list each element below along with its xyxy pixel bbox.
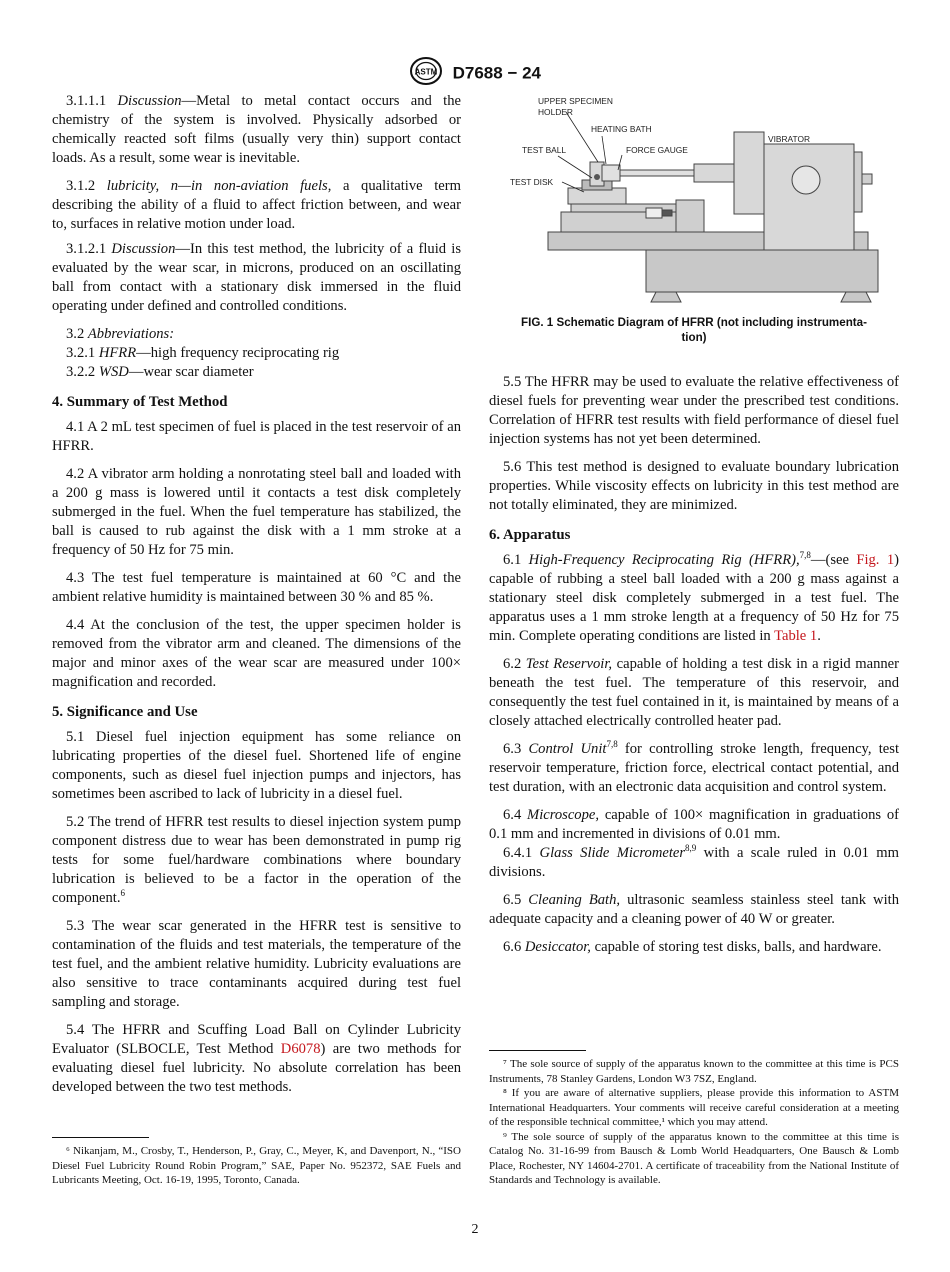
link-d6078[interactable]: D6078 (280, 1041, 321, 1057)
page-number: 2 (471, 1222, 479, 1237)
para-6-4-1: 6.4.1 Glass Slide Micrometer$^{8,9}$ with a scale ruled in 0.01 mm divisions. (489, 843, 899, 880)
label-force-gauge: FORCE GAUGE (626, 145, 688, 155)
footnote-6: ⁶ Nikanjam, M., Crosby, T., Henderson, P., Gray, C., Meyer, K, and Davenport, N., “ISO Diesel Fuel Lubricity Round Robin Program,” SAE, Paper No. 952372, SAE Fuels and Lubricants Meeting, Oct. 16-19, 1995, Toronto, Canada. (52, 1145, 461, 1186)
footnote-8: ⁸ If you are aware of alternative suppliers, please provide this information to ASTM International Headquarters. Your comments will receive careful consideration at a meeting of the responsible technical committee,¹ which you may attend. (489, 1087, 899, 1128)
figure-1-caption: FIG. 1 Schematic Diagram of HFRR (not including instrumenta- tion) (521, 316, 867, 344)
para-3-1-1-1: 3.1.1.1 Discussion—Metal to metal contact occurs and the chemistry of the system is involved. Physically adsorbed or chemically reacted soft films (usually very thin) support contact loads. As a result, some wear is inevitable. (52, 93, 462, 166)
para-3-2-1: 3.2.1 HFRR—high frequency reciprocating rig (66, 345, 340, 361)
svg-text:ASTM: ASTM (414, 67, 438, 77)
para-4-1: 4.1 A 2 mL test specimen of fuel is placed in the test reservoir of an HFRR. (52, 419, 461, 454)
para-6-1: 6.1 High-Frequency Reciprocating Rig (HFRR),$^{7,8}$—(see Fig. 1) capable of rubbing a steel ball loaded with a 200 g mass against a stationary steel disk completely submerged in a test fuel. The apparatus uses a 1 mm stroke length at a frequency of 50 Hz for 75 min. Complete operating conditions are listed in Table 1. (489, 550, 899, 644)
para-6-6: 6.6 Desiccator, capable of storing test disks, balls, and hardware. (503, 939, 882, 955)
link-fig-1[interactable]: Fig. 1 (856, 552, 895, 568)
section-6-heading: 6. Apparatus (489, 527, 571, 543)
footnote-7: ⁷ The sole source of supply of the apparatus known to the committee at this time is PCS Instruments, 78 Stanley Gardens, London W3 7SZ, England. (489, 1058, 899, 1085)
para-4-4: 4.4 At the conclusion of the test, the upper specimen holder is removed from the vibrator arm and cleaned. The dimensions of the major and minor axes of the wear scar are measured under 100× magnification and recorded. (52, 617, 461, 690)
label-heating-bath: HEATING BATH (591, 124, 652, 134)
right-column (489, 373, 899, 966)
para-3-1-2-1: 3.1.2.1 Discussion—In this test method, the lubricity of a fluid is evaluated by the wear scar, in microns, produced on an oscillating ball from contact with a stationary disk immersed in the fluid operating under defined and controlled conditions. (52, 241, 461, 314)
label-test-ball: TEST BALL (522, 145, 567, 155)
footnote-rule (489, 1050, 586, 1051)
para-5-5: 5.5 The HFRR may be used to evaluate the relative effectiveness of diesel fuels for preventing wear under the prescribed test conditions. Correlation of HFRR test results with field performance of diesel fuel injection systems has not yet been determined. (489, 374, 899, 447)
label-upper-specimen-2: HOLDER (538, 107, 573, 117)
footnote-9: ⁹ The sole source of supply of the apparatus known to the committee at this time is Catalog No. 31-16-99 from Bausch & Lomb World Headquarters, One Bausch & Lomb Place, Rochester, NY 14604-2701. A certificate of traceability from the National Institute of Standards and Technology is available. (489, 1130, 899, 1186)
section-5-heading: 5. Significance and Use (52, 704, 198, 720)
para-5-3: 5.3 The wear scar generated in the HFRR test is sensitive to contamination of the fluids and test materials, the temperature of the test fuel, and the ambient relative humidity. Lubricity evaluations are also sensitive to trace contaminants acquired during test fuel sampling and storage. (52, 918, 461, 1010)
figure-1-hfrr-schematic (506, 92, 896, 306)
para-6-4: 6.4 Microscope, capable of 100× magnification in graduations of 0.1 mm and incremented in divisions of 0.01 mm. (489, 807, 899, 842)
para-5-4: 5.4 The HFRR and Scuffing Load Ball on Cylinder Lubricity Evaluator (SLBOCLE, Test Method D6078) are two methods for evaluating diesel fuel lubricity. No absolute correlation has been developed between the two test methods. (52, 1022, 461, 1095)
label-test-disk: TEST DISK (510, 177, 554, 187)
para-4-3: 4.3 The test fuel temperature is maintained at 60 °C and the ambient relative humidity is maintained between 30 % and 85 %. (52, 570, 461, 605)
link-table-1[interactable]: Table 1 (774, 628, 818, 644)
para-3-1-2: 3.1.2 lubricity, n—in non-aviation fuels, a qualitative term describing the ability of a fluid to affect friction between, and wear to, surfaces in relative motion under load. (52, 178, 461, 232)
footnote-rule (52, 1137, 149, 1138)
para-6-2: 6.2 Test Reservoir, capable of holding a test disk in a rigid manner beneath the test fuel. The temperature of this reservoir, and consequently the test fuel contained in it, is maintained by means of a closely attached electrically controlled heater pad. (489, 656, 899, 729)
para-6-3: 6.3 Control Unit$^{7,8}$ for controlling stroke length, frequency, test reservoir temperature, friction force, electrical contact potential, and test duration, with an electronic data acquisition and control system. (489, 739, 900, 795)
para-4-2: 4.2 A vibrator arm holding a nonrotating steel ball and loaded with a 200 g mass is lowered until it contacts a test disk completely submerged in the fuel. When the fuel temperature has stabilized, the ball is caused to rub against the disk with a 1 mm stroke at a frequency of 50 Hz for 75 min. (52, 466, 461, 558)
para-5-6: 5.6 This test method is designed to evaluate boundary lubrication properties. While viscosity effects on lubricity in this test method are not totally eliminated, they are minimized. (489, 459, 899, 513)
para-3-2-2: 3.2.2 WSD—wear scar diameter (66, 364, 254, 380)
astm-logo-icon (409, 56, 443, 91)
para-6-5: 6.5 Cleaning Bath, ultrasonic seamless stainless steel tank with adequate capacity and a cleaning power of 40 W or greater. (489, 892, 900, 927)
left-column (52, 92, 461, 1106)
page-header (0, 56, 950, 91)
footnotes-right (489, 1050, 899, 1188)
para-5-2: 5.2 The trend of HFRR test results to diesel injection system pump component distress due to wear has been demonstrated in pump rig tests for some fuel/hardware combinations where boundary lubrication is believed to be a factor in the operation of the component.$^6$ (52, 814, 461, 906)
para-5-1: 5.1 Diesel fuel injection equipment has some reliance on lubricating properties of the diesel fuel. Shortened life of engine components, such as diesel fuel injection pumps and injectors, has sometimes been ascribed to lack of lubricity in a diesel fuel. (52, 729, 461, 802)
document-id: D7688 − 24 (452, 63, 542, 83)
label-upper-specimen-1: UPPER SPECIMEN (538, 96, 613, 106)
section-4-heading: 4. Summary of Test Method (52, 394, 228, 410)
footnotes-left (52, 1137, 461, 1188)
para-3-2: 3.2 Abbreviations: (66, 326, 175, 342)
label-vibrator: VIBRATOR (768, 134, 811, 144)
